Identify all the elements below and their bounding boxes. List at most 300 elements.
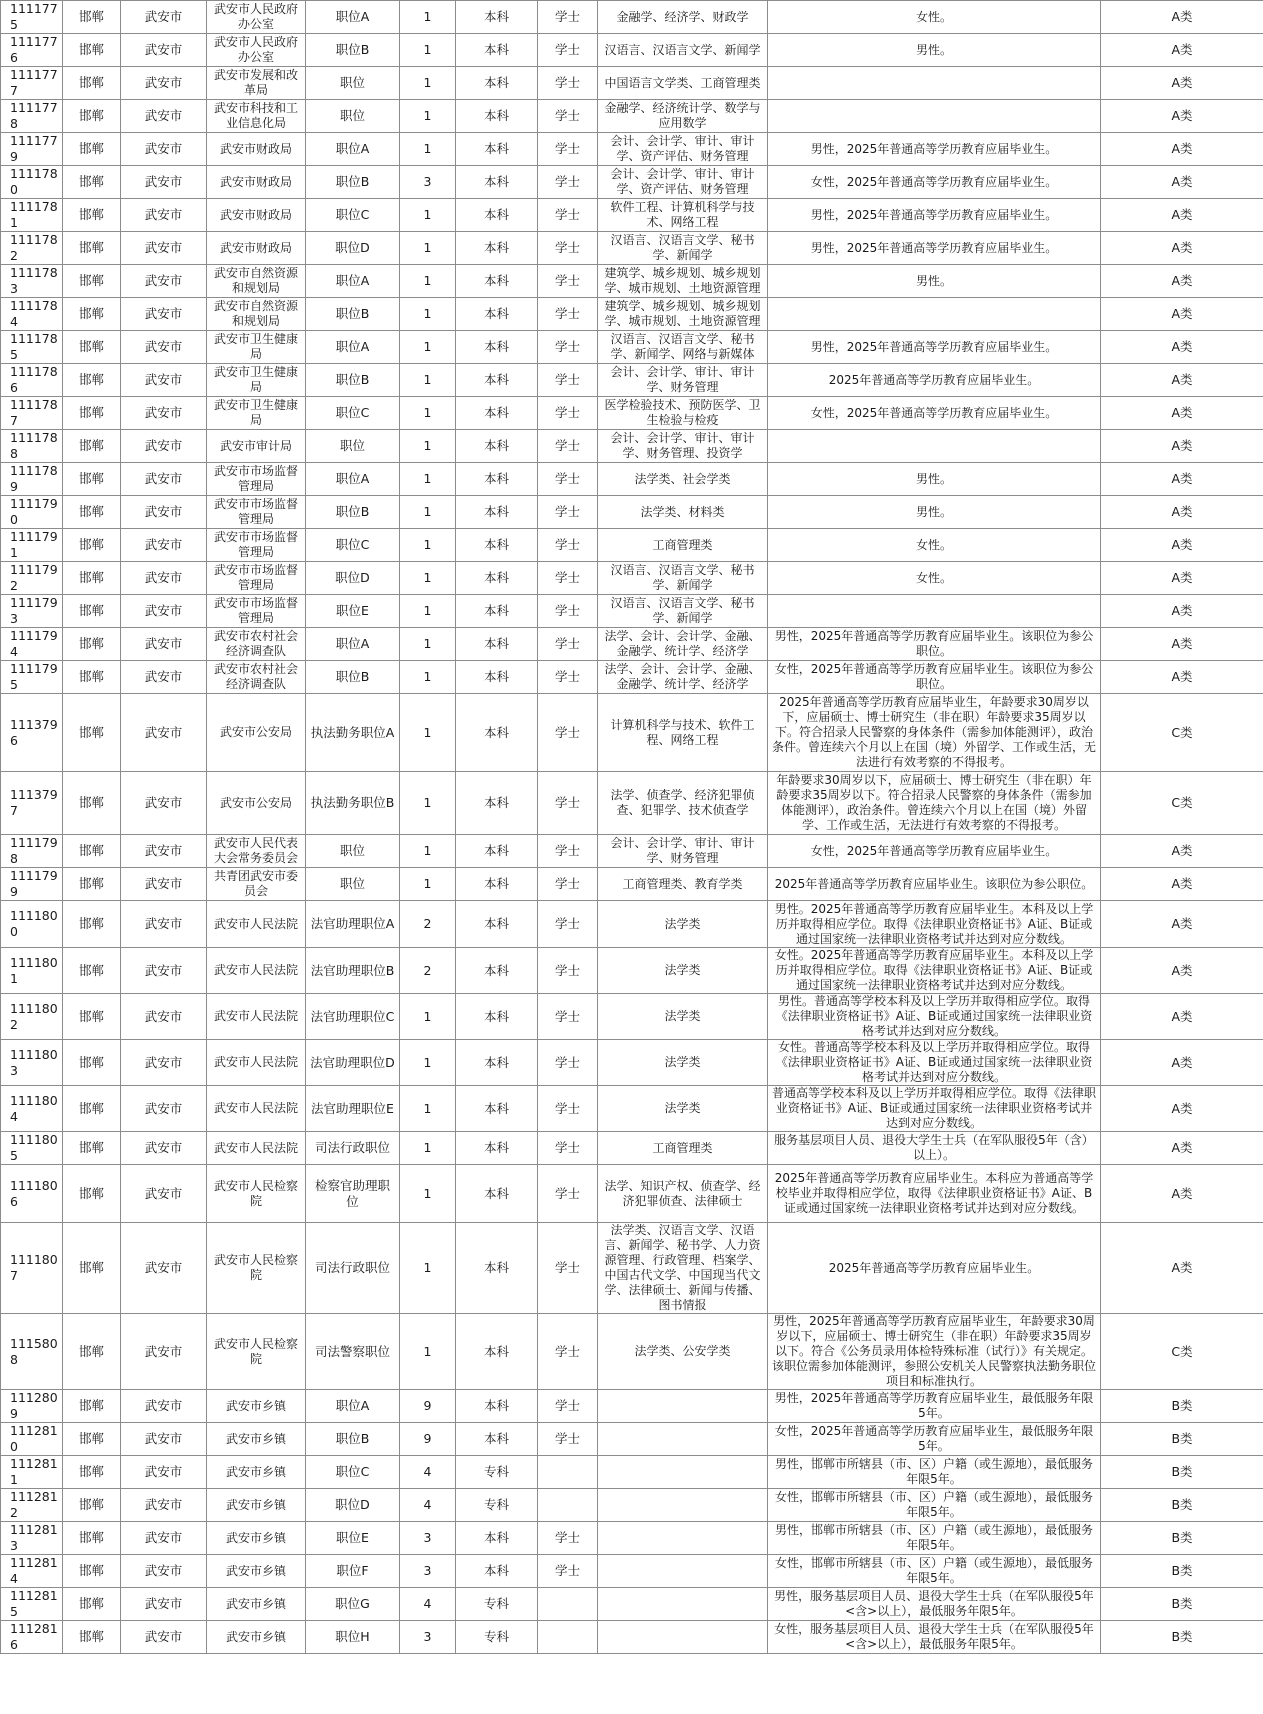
degree-cell: 学士 bbox=[538, 34, 598, 67]
count-cell: 1 bbox=[400, 496, 456, 529]
count-cell: 1 bbox=[400, 100, 456, 133]
education-cell: 本科 bbox=[456, 397, 538, 430]
education-cell: 本科 bbox=[456, 463, 538, 496]
education-cell: 本科 bbox=[456, 1555, 538, 1588]
code-cell: 1111786 bbox=[1, 364, 63, 397]
table-row bbox=[1, 772, 1263, 835]
count-cell: 1 bbox=[400, 529, 456, 562]
count-cell: 9 bbox=[400, 1390, 456, 1423]
major-cell: 法学、知识产权、侦查学、经济犯罪侦查、法律硕士 bbox=[598, 1165, 768, 1223]
department-cell: 武安市人民法院 bbox=[207, 901, 306, 948]
position-cell: 司法警察职位 bbox=[306, 1314, 400, 1390]
department-cell: 武安市公安局 bbox=[207, 694, 306, 772]
county-cell: 武安市 bbox=[121, 1456, 207, 1489]
code-cell: 1112816 bbox=[1, 1621, 63, 1654]
count-cell: 1 bbox=[400, 1165, 456, 1223]
count-cell: 4 bbox=[400, 1456, 456, 1489]
department-cell: 武安市乡镇 bbox=[207, 1390, 306, 1423]
table-row bbox=[1, 496, 1263, 529]
county-cell: 武安市 bbox=[121, 34, 207, 67]
code-cell: 1111785 bbox=[1, 331, 63, 364]
position-cell: 职位B bbox=[306, 34, 400, 67]
county-cell: 武安市 bbox=[121, 835, 207, 868]
table-row bbox=[1, 331, 1263, 364]
major-cell: 软件工程、计算机科学与技术、网络工程 bbox=[598, 199, 768, 232]
requirement-cell: 女性。普通高等学校本科及以上学历并取得相应学位。取得《法律职业资格证书》A证、B证或通过国家统一法律职业资格考试并达到对应分数线。 bbox=[768, 1040, 1101, 1086]
city-cell: 邯郸 bbox=[63, 1086, 121, 1132]
degree-cell: 学士 bbox=[538, 1165, 598, 1223]
city-cell: 邯郸 bbox=[63, 1621, 121, 1654]
code-cell: 1112809 bbox=[1, 1390, 63, 1423]
education-cell: 本科 bbox=[456, 430, 538, 463]
category-cell: A类 bbox=[1101, 67, 1263, 100]
requirement-cell: 2025年普通高等学历教育应届毕业生，年龄要求30周岁以下，应届硕士、博士研究生（非在职）年龄要求35周岁以下。符合招录人民警察的身体条件（需参加体能测评），政治条件。曾连续六个月以上在国（境）外留学、工作或生活，无法进行有效考察的不得报考。 bbox=[768, 694, 1101, 772]
degree-cell: 学士 bbox=[538, 298, 598, 331]
major-cell: 汉语言、汉语言文学、秘书学、新闻学 bbox=[598, 562, 768, 595]
code-cell: 1111777 bbox=[1, 67, 63, 100]
requirement-cell: 女性，2025年普通高等学历教育应届毕业生。 bbox=[768, 835, 1101, 868]
category-cell: A类 bbox=[1101, 364, 1263, 397]
category-cell: B类 bbox=[1101, 1423, 1263, 1456]
count-cell: 2 bbox=[400, 948, 456, 994]
requirement-cell: 服务基层项目人员、退役大学生士兵（在军队服役5年（含）以上）。 bbox=[768, 1132, 1101, 1165]
table-row bbox=[1, 1588, 1263, 1621]
city-cell: 邯郸 bbox=[63, 1314, 121, 1390]
degree-cell: 学士 bbox=[538, 994, 598, 1040]
education-cell: 本科 bbox=[456, 1040, 538, 1086]
position-cell: 职位E bbox=[306, 595, 400, 628]
table-row bbox=[1, 463, 1263, 496]
code-cell: 1111791 bbox=[1, 529, 63, 562]
major-cell: 汉语言、汉语言文学、秘书学、新闻学、网络与新媒体 bbox=[598, 331, 768, 364]
city-cell: 邯郸 bbox=[63, 1423, 121, 1456]
education-cell: 本科 bbox=[456, 34, 538, 67]
education-cell: 本科 bbox=[456, 661, 538, 694]
major-cell: 法学类 bbox=[598, 994, 768, 1040]
count-cell: 1 bbox=[400, 364, 456, 397]
count-cell: 4 bbox=[400, 1489, 456, 1522]
table-row bbox=[1, 835, 1263, 868]
category-cell: C类 bbox=[1101, 694, 1263, 772]
requirement-cell: 年龄要求30周岁以下，应届硕士、博士研究生（非在职）年龄要求35周岁以下。符合招录人民警察的身体条件（需参加体能测评），政治条件。曾连续六个月以上在国（境）外留学、工作或生活，无法进行有效考察的不得报考。 bbox=[768, 772, 1101, 835]
major-cell: 金融学、经济学、财政学 bbox=[598, 1, 768, 34]
position-cell: 职位 bbox=[306, 67, 400, 100]
position-cell: 职位B bbox=[306, 496, 400, 529]
major-cell: 汉语言、汉语言文学、秘书学、新闻学 bbox=[598, 232, 768, 265]
position-cell: 职位B bbox=[306, 298, 400, 331]
code-cell: 1111781 bbox=[1, 199, 63, 232]
department-cell: 武安市人民检察院 bbox=[207, 1314, 306, 1390]
county-cell: 武安市 bbox=[121, 1314, 207, 1390]
category-cell: A类 bbox=[1101, 100, 1263, 133]
education-cell: 本科 bbox=[456, 1423, 538, 1456]
major-cell: 法学、会计、会计学、金融、金融学、统计学、经济学 bbox=[598, 628, 768, 661]
position-cell: 职位G bbox=[306, 1588, 400, 1621]
county-cell: 武安市 bbox=[121, 67, 207, 100]
category-cell: A类 bbox=[1101, 34, 1263, 67]
count-cell: 1 bbox=[400, 628, 456, 661]
education-cell: 本科 bbox=[456, 1132, 538, 1165]
code-cell: 1111793 bbox=[1, 595, 63, 628]
major-cell: 法学类 bbox=[598, 1086, 768, 1132]
degree-cell: 学士 bbox=[538, 496, 598, 529]
category-cell: A类 bbox=[1101, 265, 1263, 298]
count-cell: 1 bbox=[400, 430, 456, 463]
city-cell: 邯郸 bbox=[63, 529, 121, 562]
code-cell: 1112815 bbox=[1, 1588, 63, 1621]
table-row bbox=[1, 1522, 1263, 1555]
count-cell: 1 bbox=[400, 1, 456, 34]
count-cell: 1 bbox=[400, 199, 456, 232]
education-cell: 本科 bbox=[456, 1086, 538, 1132]
category-cell: A类 bbox=[1101, 1, 1263, 34]
major-cell: 会计、会计学、审计、审计学、财务管理 bbox=[598, 835, 768, 868]
degree-cell bbox=[538, 1489, 598, 1522]
county-cell: 武安市 bbox=[121, 133, 207, 166]
degree-cell: 学士 bbox=[538, 694, 598, 772]
position-cell: 法官助理职位A bbox=[306, 901, 400, 948]
degree-cell: 学士 bbox=[538, 1086, 598, 1132]
county-cell: 武安市 bbox=[121, 1621, 207, 1654]
requirement-cell bbox=[768, 67, 1101, 100]
department-cell: 武安市市场监督管理局 bbox=[207, 595, 306, 628]
major-cell bbox=[598, 1390, 768, 1423]
department-cell: 武安市人民法院 bbox=[207, 994, 306, 1040]
major-cell: 法学、侦查学、经济犯罪侦查、犯罪学、技术侦查学 bbox=[598, 772, 768, 835]
degree-cell bbox=[538, 1588, 598, 1621]
count-cell: 1 bbox=[400, 67, 456, 100]
education-cell: 专科 bbox=[456, 1588, 538, 1621]
position-cell: 法官助理职位B bbox=[306, 948, 400, 994]
education-cell: 专科 bbox=[456, 1489, 538, 1522]
degree-cell: 学士 bbox=[538, 397, 598, 430]
degree-cell: 学士 bbox=[538, 100, 598, 133]
code-cell: 1112812 bbox=[1, 1489, 63, 1522]
degree-cell: 学士 bbox=[538, 1132, 598, 1165]
city-cell: 邯郸 bbox=[63, 1132, 121, 1165]
category-cell: A类 bbox=[1101, 1040, 1263, 1086]
table-row bbox=[1, 34, 1263, 67]
degree-cell: 学士 bbox=[538, 166, 598, 199]
requirement-cell: 2025年普通高等学历教育应届毕业生。该职位为参公职位。 bbox=[768, 868, 1101, 901]
count-cell: 1 bbox=[400, 1314, 456, 1390]
degree-cell: 学士 bbox=[538, 562, 598, 595]
education-cell: 本科 bbox=[456, 1223, 538, 1314]
requirement-cell: 女性，2025年普通高等学历教育应届毕业生，最低服务年限5年。 bbox=[768, 1423, 1101, 1456]
department-cell: 武安市人民法院 bbox=[207, 1086, 306, 1132]
city-cell: 邯郸 bbox=[63, 628, 121, 661]
table-row bbox=[1, 397, 1263, 430]
requirement-cell bbox=[768, 100, 1101, 133]
department-cell: 武安市市场监督管理局 bbox=[207, 463, 306, 496]
requirement-cell: 2025年普通高等学历教育应届毕业生。 bbox=[768, 1223, 1101, 1314]
code-cell: 1111782 bbox=[1, 232, 63, 265]
city-cell: 邯郸 bbox=[63, 835, 121, 868]
city-cell: 邯郸 bbox=[63, 1390, 121, 1423]
count-cell: 1 bbox=[400, 1132, 456, 1165]
count-cell: 1 bbox=[400, 595, 456, 628]
county-cell: 武安市 bbox=[121, 1522, 207, 1555]
county-cell: 武安市 bbox=[121, 232, 207, 265]
position-cell: 职位A bbox=[306, 1390, 400, 1423]
city-cell: 邯郸 bbox=[63, 595, 121, 628]
education-cell: 本科 bbox=[456, 496, 538, 529]
county-cell: 武安市 bbox=[121, 529, 207, 562]
county-cell: 武安市 bbox=[121, 430, 207, 463]
position-cell: 职位F bbox=[306, 1555, 400, 1588]
department-cell: 武安市卫生健康局 bbox=[207, 331, 306, 364]
position-cell: 职位C bbox=[306, 397, 400, 430]
requirement-cell bbox=[768, 595, 1101, 628]
education-cell: 本科 bbox=[456, 868, 538, 901]
county-cell: 武安市 bbox=[121, 100, 207, 133]
county-cell: 武安市 bbox=[121, 166, 207, 199]
education-cell: 本科 bbox=[456, 694, 538, 772]
degree-cell: 学士 bbox=[538, 199, 598, 232]
city-cell: 邯郸 bbox=[63, 364, 121, 397]
table-row bbox=[1, 430, 1263, 463]
county-cell: 武安市 bbox=[121, 1390, 207, 1423]
city-cell: 邯郸 bbox=[63, 994, 121, 1040]
department-cell: 武安市乡镇 bbox=[207, 1522, 306, 1555]
requirement-cell: 男性。2025年普通高等学历教育应届毕业生。本科及以上学历并取得相应学位。取得《法律职业资格证书》A证、B证或通过国家统一法律职业资格考试并达到对应分数线。 bbox=[768, 901, 1101, 948]
table-row bbox=[1, 133, 1263, 166]
requirement-cell: 男性。 bbox=[768, 496, 1101, 529]
city-cell: 邯郸 bbox=[63, 34, 121, 67]
table-row bbox=[1, 529, 1263, 562]
major-cell: 建筑学、城乡规划、城乡规划学、城市规划、土地资源管理 bbox=[598, 298, 768, 331]
position-cell: 法官助理职位E bbox=[306, 1086, 400, 1132]
major-cell: 工商管理类 bbox=[598, 529, 768, 562]
category-cell: A类 bbox=[1101, 628, 1263, 661]
count-cell: 1 bbox=[400, 562, 456, 595]
city-cell: 邯郸 bbox=[63, 772, 121, 835]
code-cell: 1112811 bbox=[1, 1456, 63, 1489]
category-cell: A类 bbox=[1101, 948, 1263, 994]
category-cell: A类 bbox=[1101, 232, 1263, 265]
education-cell: 本科 bbox=[456, 595, 538, 628]
count-cell: 3 bbox=[400, 1621, 456, 1654]
major-cell: 会计、会计学、审计、审计学、资产评估、财务管理 bbox=[598, 133, 768, 166]
count-cell: 4 bbox=[400, 1588, 456, 1621]
department-cell: 武安市卫生健康局 bbox=[207, 397, 306, 430]
position-cell: 职位B bbox=[306, 1423, 400, 1456]
table-row bbox=[1, 1489, 1263, 1522]
education-cell: 本科 bbox=[456, 772, 538, 835]
category-cell: A类 bbox=[1101, 463, 1263, 496]
department-cell: 共青团武安市委员会 bbox=[207, 868, 306, 901]
position-cell: 职位A bbox=[306, 265, 400, 298]
degree-cell: 学士 bbox=[538, 1555, 598, 1588]
count-cell: 3 bbox=[400, 1555, 456, 1588]
count-cell: 9 bbox=[400, 1423, 456, 1456]
category-cell: A类 bbox=[1101, 901, 1263, 948]
table-row bbox=[1, 1621, 1263, 1654]
requirement-cell: 男性。 bbox=[768, 463, 1101, 496]
requirement-cell: 男性，2025年普通高等学历教育应届毕业生。 bbox=[768, 133, 1101, 166]
count-cell: 1 bbox=[400, 133, 456, 166]
county-cell: 武安市 bbox=[121, 1489, 207, 1522]
table-row bbox=[1, 694, 1263, 772]
county-cell: 武安市 bbox=[121, 265, 207, 298]
education-cell: 本科 bbox=[456, 1314, 538, 1390]
category-cell: A类 bbox=[1101, 1132, 1263, 1165]
city-cell: 邯郸 bbox=[63, 948, 121, 994]
education-cell: 本科 bbox=[456, 562, 538, 595]
count-cell: 3 bbox=[400, 166, 456, 199]
position-cell: 职位 bbox=[306, 868, 400, 901]
table-row bbox=[1, 1456, 1263, 1489]
table-row bbox=[1, 1, 1263, 34]
category-cell: A类 bbox=[1101, 835, 1263, 868]
category-cell: A类 bbox=[1101, 397, 1263, 430]
category-cell: B类 bbox=[1101, 1489, 1263, 1522]
table-row bbox=[1, 628, 1263, 661]
code-cell: 1111806 bbox=[1, 1165, 63, 1223]
education-cell: 本科 bbox=[456, 232, 538, 265]
department-cell: 武安市自然资源和规划局 bbox=[207, 265, 306, 298]
category-cell: A类 bbox=[1101, 331, 1263, 364]
requirement-cell: 男性，2025年普通高等学历教育应届毕业生。 bbox=[768, 331, 1101, 364]
table-row bbox=[1, 562, 1263, 595]
department-cell: 武安市人民法院 bbox=[207, 1040, 306, 1086]
county-cell: 武安市 bbox=[121, 868, 207, 901]
department-cell: 武安市人民法院 bbox=[207, 1132, 306, 1165]
position-cell: 职位A bbox=[306, 1, 400, 34]
category-cell: B类 bbox=[1101, 1390, 1263, 1423]
department-cell: 武安市乡镇 bbox=[207, 1621, 306, 1654]
education-cell: 本科 bbox=[456, 298, 538, 331]
degree-cell: 学士 bbox=[538, 529, 598, 562]
table-row bbox=[1, 661, 1263, 694]
city-cell: 邯郸 bbox=[63, 1588, 121, 1621]
major-cell: 汉语言、汉语言文学、秘书学、新闻学 bbox=[598, 595, 768, 628]
major-cell bbox=[598, 1456, 768, 1489]
table-row bbox=[1, 1040, 1263, 1086]
requirement-cell: 男性。普通高等学校本科及以上学历并取得相应学位。取得《法律职业资格证书》A证、B证或通过国家统一法律职业资格考试并达到对应分数线。 bbox=[768, 994, 1101, 1040]
requirement-cell: 男性，邯郸市所辖县（市、区）户籍（或生源地），最低服务年限5年。 bbox=[768, 1456, 1101, 1489]
table-row bbox=[1, 1223, 1263, 1314]
county-cell: 武安市 bbox=[121, 463, 207, 496]
table-body bbox=[1, 1, 1263, 1654]
department-cell: 武安市科技和工业信息化局 bbox=[207, 100, 306, 133]
city-cell: 邯郸 bbox=[63, 133, 121, 166]
category-cell: B类 bbox=[1101, 1522, 1263, 1555]
county-cell: 武安市 bbox=[121, 994, 207, 1040]
position-cell: 职位B bbox=[306, 364, 400, 397]
education-cell: 专科 bbox=[456, 1621, 538, 1654]
education-cell: 专科 bbox=[456, 1456, 538, 1489]
county-cell: 武安市 bbox=[121, 1165, 207, 1223]
major-cell: 建筑学、城乡规划、城乡规划学、城市规划、土地资源管理 bbox=[598, 265, 768, 298]
code-cell: 1111784 bbox=[1, 298, 63, 331]
requirement-cell: 女性，服务基层项目人员、退役大学生士兵（在军队服役5年<含>以上），最低服务年限5年。 bbox=[768, 1621, 1101, 1654]
degree-cell: 学士 bbox=[538, 661, 598, 694]
degree-cell bbox=[538, 1456, 598, 1489]
degree-cell: 学士 bbox=[538, 232, 598, 265]
major-cell: 法学类 bbox=[598, 901, 768, 948]
degree-cell: 学士 bbox=[538, 835, 598, 868]
department-cell: 武安市财政局 bbox=[207, 133, 306, 166]
requirement-cell: 女性，邯郸市所辖县（市、区）户籍（或生源地），最低服务年限5年。 bbox=[768, 1555, 1101, 1588]
requirement-cell: 男性，2025年普通高等学历教育应届毕业生。 bbox=[768, 232, 1101, 265]
department-cell: 武安市人民政府办公室 bbox=[207, 1, 306, 34]
city-cell: 邯郸 bbox=[63, 265, 121, 298]
table-row bbox=[1, 994, 1263, 1040]
education-cell: 本科 bbox=[456, 364, 538, 397]
county-cell: 武安市 bbox=[121, 496, 207, 529]
city-cell: 邯郸 bbox=[63, 232, 121, 265]
degree-cell: 学士 bbox=[538, 1, 598, 34]
position-cell: 职位 bbox=[306, 100, 400, 133]
table-row bbox=[1, 948, 1263, 994]
requirement-cell: 男性，服务基层项目人员、退役大学生士兵（在军队服役5年<含>以上），最低服务年限5年。 bbox=[768, 1588, 1101, 1621]
count-cell: 1 bbox=[400, 34, 456, 67]
table-row bbox=[1, 1423, 1263, 1456]
major-cell: 法学类、公安学类 bbox=[598, 1314, 768, 1390]
degree-cell: 学士 bbox=[538, 67, 598, 100]
department-cell: 武安市人民法院 bbox=[207, 948, 306, 994]
degree-cell: 学士 bbox=[538, 1040, 598, 1086]
county-cell: 武安市 bbox=[121, 628, 207, 661]
category-cell: B类 bbox=[1101, 1555, 1263, 1588]
degree-cell: 学士 bbox=[538, 430, 598, 463]
major-cell: 法学类、材料类 bbox=[598, 496, 768, 529]
city-cell: 邯郸 bbox=[63, 463, 121, 496]
major-cell bbox=[598, 1555, 768, 1588]
count-cell: 1 bbox=[400, 232, 456, 265]
table-row bbox=[1, 1165, 1263, 1223]
count-cell: 2 bbox=[400, 901, 456, 948]
county-cell: 武安市 bbox=[121, 199, 207, 232]
code-cell: 1115808 bbox=[1, 1314, 63, 1390]
position-cell: 职位H bbox=[306, 1621, 400, 1654]
city-cell: 邯郸 bbox=[63, 901, 121, 948]
count-cell: 1 bbox=[400, 835, 456, 868]
county-cell: 武安市 bbox=[121, 661, 207, 694]
count-cell: 1 bbox=[400, 298, 456, 331]
code-cell: 1111779 bbox=[1, 133, 63, 166]
department-cell: 武安市自然资源和规划局 bbox=[207, 298, 306, 331]
code-cell: 1111775 bbox=[1, 1, 63, 34]
city-cell: 邯郸 bbox=[63, 166, 121, 199]
degree-cell: 学士 bbox=[538, 1423, 598, 1456]
city-cell: 邯郸 bbox=[63, 562, 121, 595]
education-cell: 本科 bbox=[456, 166, 538, 199]
county-cell: 武安市 bbox=[121, 694, 207, 772]
table-row bbox=[1, 67, 1263, 100]
department-cell: 武安市人民检察院 bbox=[207, 1223, 306, 1314]
city-cell: 邯郸 bbox=[63, 1165, 121, 1223]
requirement-cell: 女性。2025年普通高等学历教育应届毕业生。本科及以上学历并取得相应学位。取得《法律职业资格证书》A证、B证或通过国家统一法律职业资格考试并达到对应分数线。 bbox=[768, 948, 1101, 994]
major-cell: 法学类、汉语言文学、汉语言、新闻学、秘书学、人力资源管理、行政管理、档案学、中国古代文学、中国现当代文学、法律硕士、新闻与传播、图书情报 bbox=[598, 1223, 768, 1314]
requirement-cell: 男性，2025年普通高等学历教育应届毕业生。 bbox=[768, 199, 1101, 232]
education-cell: 本科 bbox=[456, 529, 538, 562]
requirement-cell: 2025年普通高等学历教育应届毕业生。 bbox=[768, 364, 1101, 397]
city-cell: 邯郸 bbox=[63, 1456, 121, 1489]
table-row bbox=[1, 1132, 1263, 1165]
major-cell: 医学检验技术、预防医学、卫生检验与检疫 bbox=[598, 397, 768, 430]
degree-cell: 学士 bbox=[538, 595, 598, 628]
position-cell: 职位C bbox=[306, 199, 400, 232]
category-cell: C类 bbox=[1101, 1314, 1263, 1390]
category-cell: A类 bbox=[1101, 1086, 1263, 1132]
position-cell: 职位C bbox=[306, 529, 400, 562]
code-cell: 1111776 bbox=[1, 34, 63, 67]
city-cell: 邯郸 bbox=[63, 331, 121, 364]
category-cell: A类 bbox=[1101, 166, 1263, 199]
major-cell: 会计、会计学、审计、审计学、资产评估、财务管理 bbox=[598, 166, 768, 199]
